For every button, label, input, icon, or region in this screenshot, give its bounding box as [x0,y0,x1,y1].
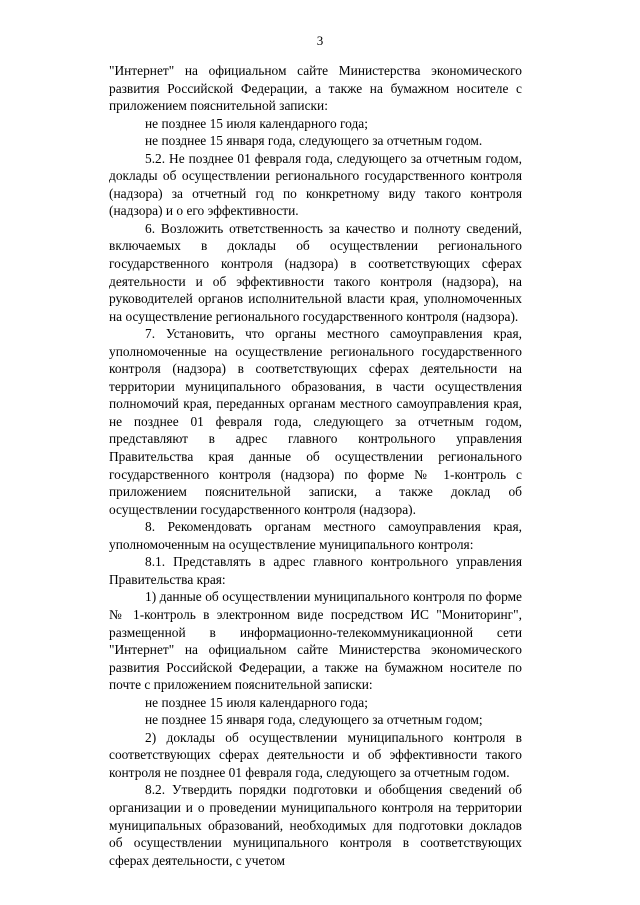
paragraph: не позднее 15 января года, следующего за отчетным годом. [145,133,483,149]
paragraph: 6. Возложить ответственность за качество и полноту сведений, включаемых в доклады об осуществлении регионального государственного контроля (надзора) в соответствующих сферах деятельности и об эффективности такого контроля (надзора), на руководителей органов исполнительной власти края, уполномоченных на осуществление регионального государственного контроля (надзора). [109,220,522,324]
paragraph: не позднее 15 июля календарного года; [145,694,368,710]
paragraph: 8. Рекомендовать органам местного самоуправления края, уполномоченным на осуществление муниципального контроля: [109,519,522,552]
paragraph: не позднее 15 января года, следующего за отчетным годом; [145,712,483,728]
paragraph: 5.2. Не позднее 01 февраля года, следующего за отчетным годом, доклады об осуществлении регионального государственного контроля (надзора) за отчетный год по конкретному виду такого контроля (надзора) и о его эффективности. [109,150,522,219]
paragraph: не позднее 15 июля календарного года; [145,115,368,131]
paragraph: "Интернет" на официальном сайте Министерства экономического развития Российской Федерации, а также на бумажном носителе с приложением пояснительной записки: [109,63,522,114]
page-number: 3 [316,33,324,48]
paragraph: 7. Установить, что органы местного самоуправления края, уполномоченные на осуществление регионального государственного контроля (надзора) в соответствующих сферах деятельности на территории муниципального образования, в части осуществления полномочий края, переданных органам местного самоуправления края, не позднее 01 февраля года, следующего за отчетным годом, представляют в адрес главного контрольного управления Правительства края данные об осуществлении регионального государственного контроля (надзора) по форме № 1-контроль с приложением пояснительной записки, а также доклад об осуществлении государственного контроля (надзора). [109,326,522,517]
paragraph: 8.1. Представлять в адрес главного контрольного управления Правительства края: [109,554,522,587]
paragraph: 8.2. Утвердить порядки подготовки и обобщения сведений об организации и о проведении муниципального контроля на территории муниципальных образований, необходимых для подготовки докладов об осуществлении муниципального контроля в соответствующих сферах деятельности, с учетом [109,782,522,868]
paragraph: 2) доклады об осуществлении муниципального контроля в соответствующих сферах деятельности и об эффективности такого контроля не позднее 01 февраля года, следующего за отчетным годом. [109,729,522,780]
document-body [109,62,522,869]
paragraph: 1) данные об осуществлении муниципального контроля по форме № 1-контроль в электронном виде посредством ИС "Мониторинг", размещенной в информационно-телекоммуникационной сети "Интернет" на официальном сайте Министерства экономического развития Российской Федерации, а также на бумажном носителе по почте с приложением пояснительной записки: [109,589,522,693]
